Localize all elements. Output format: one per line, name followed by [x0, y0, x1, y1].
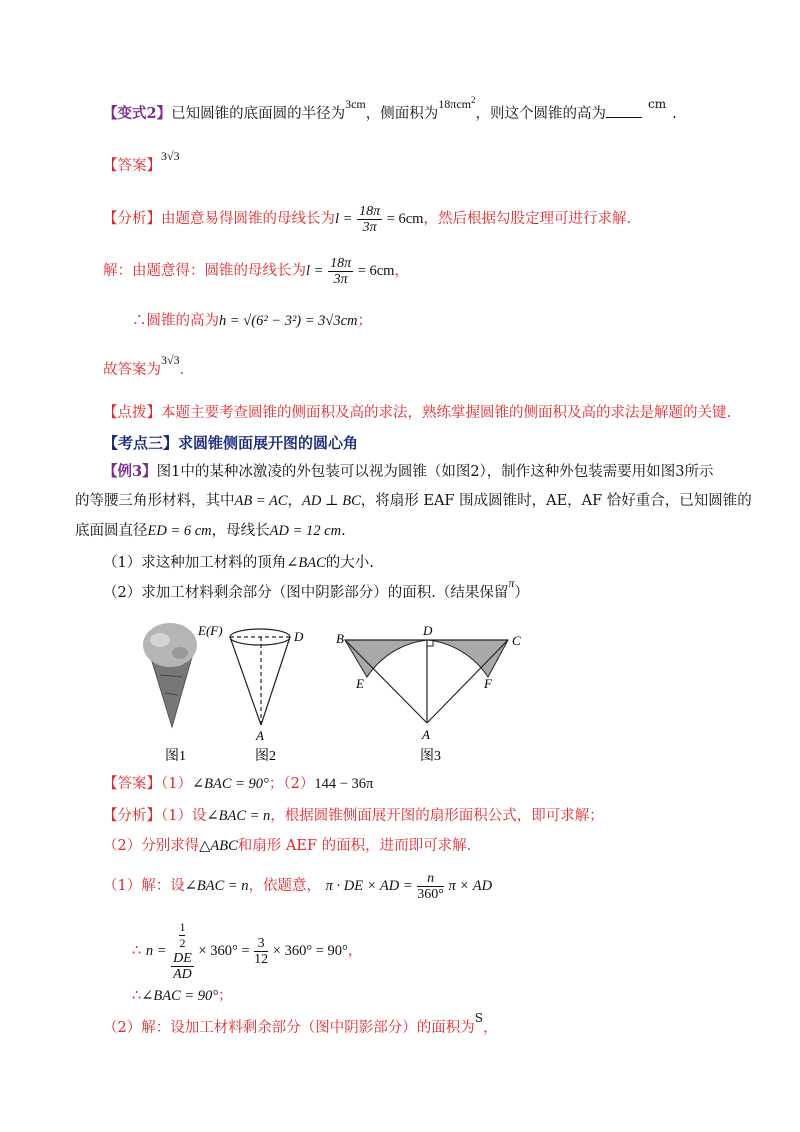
answer-3: 【答案】（1）∠BAC = 90°；（2）144 − 36π — [103, 776, 374, 792]
slant-height-fraction: $\frac{18\pi}{3\pi}$ — [330, 255, 352, 287]
answer-blank — [606, 105, 642, 118]
fig2-caption: 图2 — [255, 749, 276, 764]
analysis-3-line1: 【分析】（1）设∠BAC = n，根据圆锥侧面展开图的扇形面积公式，即可求解； — [103, 808, 604, 824]
nested-fraction: $\frac{1}{2}$ DE AD — [173, 920, 192, 982]
figures — [0, 615, 800, 765]
analysis-1: 【分析】由题意易得圆锥的母线长为l = $\frac{18\pi}{3\pi}$ = 6cm，然后根据勾股定理可进行求解. — [103, 203, 632, 235]
solution-3-line2: ∴ n = $\frac{1}{2}$ DE AD × 360° = $\frac{3}{12}$ × 360° = 90°， — [132, 920, 363, 982]
svg-text:F: F — [484, 676, 492, 691]
svg-text:C: C — [512, 633, 521, 648]
answer-tag: 【答案】 — [103, 158, 161, 174]
example-3-line1: 【例3】图1中的某种冰激凌的外包装可以视为圆锥（如图2），制作这种外包装需要用如图3所示 — [103, 463, 714, 480]
section-heading: 【考点三】求圆锥侧面展开图的圆心角 — [103, 434, 359, 452]
example-3-q1: （1）求这种加工材料的顶角∠BAC的大小. — [103, 555, 374, 571]
example-tag: 【例3】 — [103, 463, 157, 480]
variant-tag: 【变式2】 — [103, 105, 172, 122]
solution-3-line3: ∴∠BAC = 90°； — [132, 988, 233, 1004]
solution-1-line3: 故答案为$^{3√3}$. — [103, 353, 185, 378]
example-3-line2: 的等腰三角形材料，其中AB = AC，AD ⊥ BC，将扇形 EAF 围成圆锥时，AE，AF 恰好重合，已知圆锥的 — [75, 493, 752, 509]
solution-3-line4: （2）解：设加工材料剩余部分（图中阴影部分）的面积为$^S$， — [103, 1011, 498, 1036]
fig1-caption: 图1 — [165, 749, 186, 764]
height-formula: h = √(6² − 3²) = 3√3cm — [219, 313, 358, 329]
svg-text:D: D — [423, 623, 433, 638]
svg-text:B: B — [336, 631, 344, 646]
tip-1: 【点拨】本题主要考查圆锥的侧面积及高的求法，熟练掌握圆锥的侧面积及高的求法是解题的关键. — [103, 405, 732, 421]
answer-value: 3√3 — [161, 149, 180, 163]
svg-text:E(F): E(F) — [198, 623, 223, 638]
variant-2-question: 【变式2】已知圆锥的底面圆的半径为$^{3cm}$，侧面积为$^{18\pi cm^2}$，则这个圆锥的高为$^{cm}$. — [103, 95, 677, 122]
solution-3-line1: （1）解：设∠BAC = n，依题意， π · DE × AD = $\frac{n}{360^\circ}$ π × AD — [103, 870, 493, 902]
solution-1-line2: ∴圆锥的高为h = √(6² − 3²) = 3√3cm； — [132, 313, 373, 329]
cone-diagram — [230, 629, 290, 725]
example-3-q2: （2）求加工材料剩余部分（图中阴影部分）的面积.（结果保留$^\pi$） — [103, 576, 529, 601]
svg-text:A: A — [256, 728, 264, 743]
slant-height-fraction: $\frac{18\pi}{3\pi}$ — [359, 203, 381, 235]
solution-1-line1: 解：由题意得：圆锥的母线长为l = $\frac{18\pi}{3\pi}$ = 6cm， — [103, 255, 409, 287]
fig3-caption: 图3 — [420, 749, 441, 764]
radius-value: 3cm — [345, 97, 366, 111]
example-3-line3: 底面圆直径ED = 6 cm，母线长AD = 12 cm. — [75, 523, 346, 539]
svg-text:E: E — [356, 676, 364, 691]
svg-text:A: A — [422, 727, 430, 742]
lateral-area-value: 18πcm2 — [438, 95, 476, 111]
ice-cream-image — [143, 623, 197, 727]
analysis-3-line2: （2）分别求得△ABC和扇形 AEF 的面积，进而即可求解. — [103, 838, 472, 854]
svg-text:D: D — [294, 629, 304, 644]
answer-1 — [103, 149, 800, 175]
